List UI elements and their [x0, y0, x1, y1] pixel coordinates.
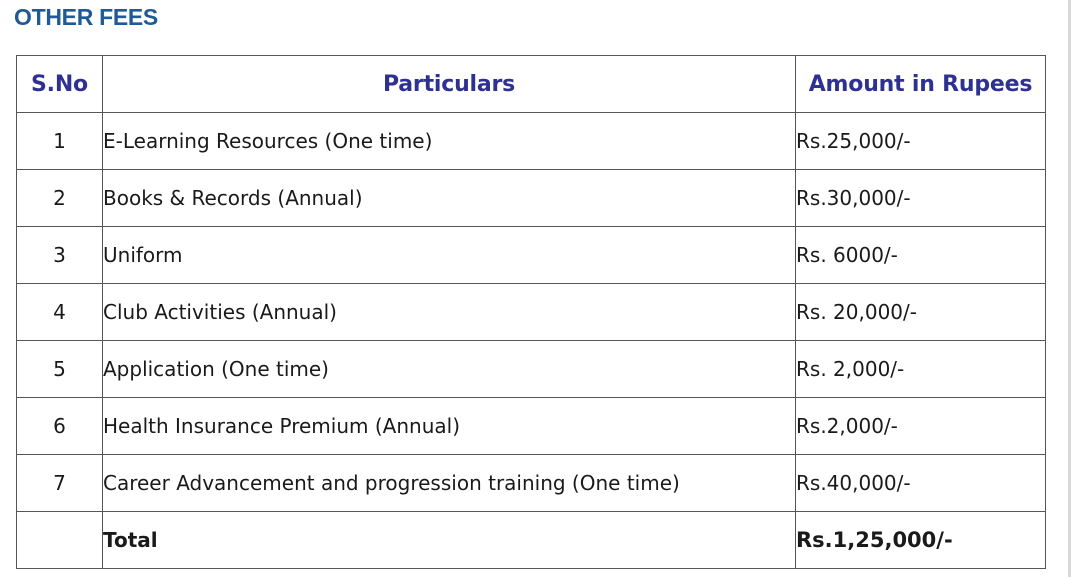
row-particulars: E-Learning Resources (One time)	[103, 113, 796, 170]
row-particulars: Club Activities (Annual)	[103, 284, 796, 341]
total-amount: Rs.1,25,000/-	[796, 512, 1046, 569]
total-row	[17, 512, 1046, 569]
row-particulars: Application (One time)	[103, 341, 796, 398]
row-particulars: Health Insurance Premium (Annual)	[103, 398, 796, 455]
row-sno: 2	[17, 170, 103, 227]
row-amount: Rs.30,000/-	[796, 170, 1046, 227]
header-amount: Amount in Rupees	[796, 56, 1046, 113]
table-row	[17, 227, 1046, 284]
row-sno: 7	[17, 455, 103, 512]
header-particulars: Particulars	[103, 56, 796, 113]
row-particulars: Books & Records (Annual)	[103, 170, 796, 227]
row-sno: 3	[17, 227, 103, 284]
table-row	[17, 341, 1046, 398]
total-sno-cell	[17, 512, 103, 569]
total-label: Total	[103, 512, 796, 569]
row-sno: 1	[17, 113, 103, 170]
row-sno: 5	[17, 341, 103, 398]
row-sno: 4	[17, 284, 103, 341]
table-header-row	[17, 56, 1046, 113]
row-amount: Rs.2,000/-	[796, 398, 1046, 455]
row-particulars: Career Advancement and progression training (One time)	[103, 455, 796, 512]
header-sno: S.No	[17, 56, 103, 113]
table-row	[17, 113, 1046, 170]
row-amount: Rs.25,000/-	[796, 113, 1046, 170]
row-particulars: Uniform	[103, 227, 796, 284]
page-title: OTHER FEES	[14, 4, 158, 30]
row-amount: Rs. 6000/-	[796, 227, 1046, 284]
fees-table	[16, 55, 1046, 569]
table-row	[17, 455, 1046, 512]
row-sno: 6	[17, 398, 103, 455]
row-amount: Rs. 2,000/-	[796, 341, 1046, 398]
row-amount: Rs.40,000/-	[796, 455, 1046, 512]
table-row	[17, 398, 1046, 455]
row-amount: Rs. 20,000/-	[796, 284, 1046, 341]
table-row	[17, 170, 1046, 227]
table-row	[17, 284, 1046, 341]
